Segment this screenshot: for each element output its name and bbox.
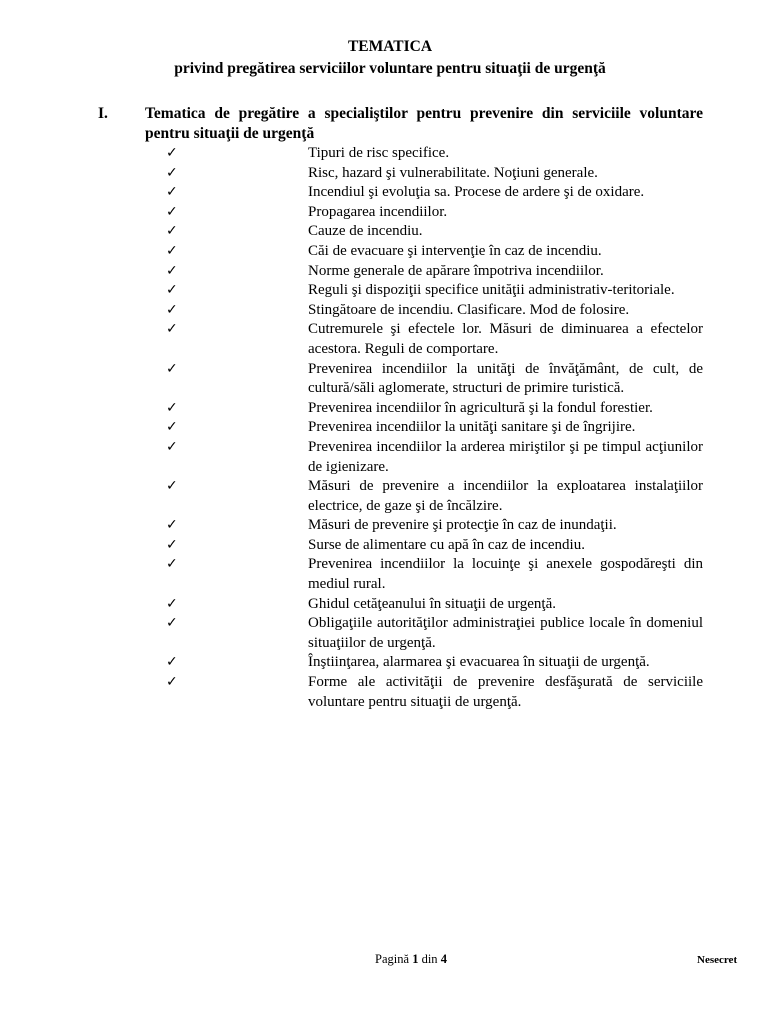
checkmark-icon: ✓ bbox=[166, 223, 178, 240]
checkmark-icon: ✓ bbox=[166, 262, 178, 279]
checkmark-icon: ✓ bbox=[166, 654, 178, 671]
section-number: I. bbox=[98, 105, 108, 122]
classification-label: Nesecret bbox=[697, 954, 738, 966]
topic-text: Risc, hazard şi vulnerabilitate. Noţiuni generale. bbox=[308, 164, 598, 181]
topic-list-item bbox=[0, 183, 768, 203]
topic-list-item bbox=[0, 360, 768, 399]
topic-text: Prevenirea incendiilor la unităţi de învăţământ, de cult, de cultură/săli aglomerate, structuri de primire turistică. bbox=[308, 360, 703, 397]
topic-list-item bbox=[0, 595, 768, 615]
topic-list-item bbox=[0, 418, 768, 438]
topic-text: Norme generale de apărare împotriva incendiilor. bbox=[308, 262, 604, 279]
checkmark-icon: ✓ bbox=[166, 595, 178, 612]
topic-list-item bbox=[0, 320, 768, 359]
topic-list-item bbox=[0, 438, 768, 477]
topic-list-item bbox=[0, 399, 768, 419]
topic-text: Măsuri de prevenire a incendiilor la exploatarea instalaţiilor electrice, de gaze şi de încălzire. bbox=[308, 478, 703, 514]
topic-text: Tipuri de risc specifice. bbox=[308, 145, 450, 161]
checkmark-icon: ✓ bbox=[166, 301, 178, 318]
topic-text: Stingătoare de incendiu. Clasificare. Mod de folosire. bbox=[308, 301, 630, 318]
topic-text: Înştiinţarea, alarmarea şi evacuarea în situaţii de urgenţă. bbox=[308, 654, 650, 671]
topic-list-item bbox=[0, 653, 768, 673]
checkmark-icon: ✓ bbox=[166, 145, 178, 161]
topic-list-item bbox=[0, 614, 768, 653]
topic-list-item bbox=[0, 242, 768, 262]
checkmark-icon: ✓ bbox=[166, 242, 178, 259]
checkmark-icon: ✓ bbox=[166, 282, 178, 299]
checkmark-icon: ✓ bbox=[166, 478, 178, 495]
checkmark-icon: ✓ bbox=[166, 360, 178, 377]
topic-text: Reguli şi dispoziţii specifice unităţii administrativ-teritoriale. bbox=[308, 282, 675, 299]
topic-list-item bbox=[0, 301, 768, 321]
topic-text: Forme ale activităţii de prevenire desfăşurată de serviciile voluntare pentru situaţii de urgenţă. bbox=[308, 674, 703, 710]
topic-list-item bbox=[0, 281, 768, 301]
checkmark-icon: ✓ bbox=[166, 203, 178, 220]
topic-list-item bbox=[0, 222, 768, 242]
topic-list-item bbox=[0, 203, 768, 223]
topic-text: Măsuri de prevenire şi protecţie în caz de inundaţii. bbox=[308, 517, 617, 534]
checkmark-icon: ✓ bbox=[166, 184, 178, 201]
checkmark-icon: ✓ bbox=[166, 556, 178, 573]
checkmark-icon: ✓ bbox=[166, 419, 178, 436]
topic-list-item bbox=[0, 262, 768, 282]
topic-text: Prevenirea incendiilor la locuinţe şi anexele gospodăreşti din mediul rural. bbox=[308, 556, 703, 593]
section-title: Tematica de pregătire a specialiştilor pentru prevenire din serviciile voluntare pentru situaţii de urgenţă bbox=[145, 105, 703, 142]
topic-text: Incendiul şi evoluţia sa. Procese de ardere şi de oxidare. bbox=[308, 184, 645, 201]
topic-list-item bbox=[0, 536, 768, 556]
checkmark-icon: ✓ bbox=[166, 399, 178, 416]
topic-text: Surse de alimentare cu apă în caz de incendiu. bbox=[308, 536, 585, 553]
topic-text: Prevenirea incendiilor la arderea miriştilor şi pe timpul acţiunilor de igienizare. bbox=[308, 438, 703, 475]
total-pages: 4 bbox=[440, 952, 447, 966]
topic-list-item bbox=[0, 477, 768, 516]
topic-text: Prevenirea incendiilor în agricultură şi la fondul forestier. bbox=[308, 399, 653, 416]
of-word: din bbox=[421, 952, 438, 966]
page-number bbox=[0, 951, 768, 967]
checkmark-icon: ✓ bbox=[166, 438, 178, 455]
topic-list-item bbox=[0, 673, 768, 712]
topic-text: Propagarea incendiilor. bbox=[308, 203, 448, 220]
topic-text: Obligaţiile autorităţilor administraţiei publice locale în domeniul situaţiilor de urgenţă. bbox=[308, 615, 703, 651]
topic-list-item bbox=[0, 144, 768, 164]
topic-text: Prevenirea incendiilor la unităţi sanitare şi de îngrijire. bbox=[308, 419, 636, 436]
checkmark-icon: ✓ bbox=[166, 674, 178, 691]
checkmark-icon: ✓ bbox=[166, 517, 178, 534]
checkmark-icon: ✓ bbox=[166, 321, 178, 338]
topic-list-item bbox=[0, 516, 768, 536]
document-title: TEMATICA bbox=[347, 38, 433, 55]
checkmark-icon: ✓ bbox=[166, 536, 178, 553]
topic-text: Căi de evacuare şi intervenţie în caz de incendiu. bbox=[308, 242, 602, 259]
topic-list bbox=[0, 144, 768, 712]
current-page: 1 bbox=[412, 952, 419, 966]
page-word: Pagină bbox=[375, 952, 410, 966]
document-subtitle: privind pregătirea serviciilor voluntare pentru situaţii de urgenţă bbox=[174, 60, 606, 77]
topic-list-item bbox=[0, 555, 768, 594]
checkmark-icon: ✓ bbox=[166, 164, 178, 181]
topic-text: Cutremurele şi efectele lor. Măsuri de diminuarea a efectelor acestora. Reguli de comportare. bbox=[308, 321, 703, 357]
topic-text: Ghidul cetăţeanului în situaţii de urgenţă. bbox=[308, 595, 556, 612]
topic-list-item bbox=[0, 164, 768, 184]
topic-text: Cauze de incendiu. bbox=[308, 223, 423, 240]
checkmark-icon: ✓ bbox=[166, 615, 178, 632]
